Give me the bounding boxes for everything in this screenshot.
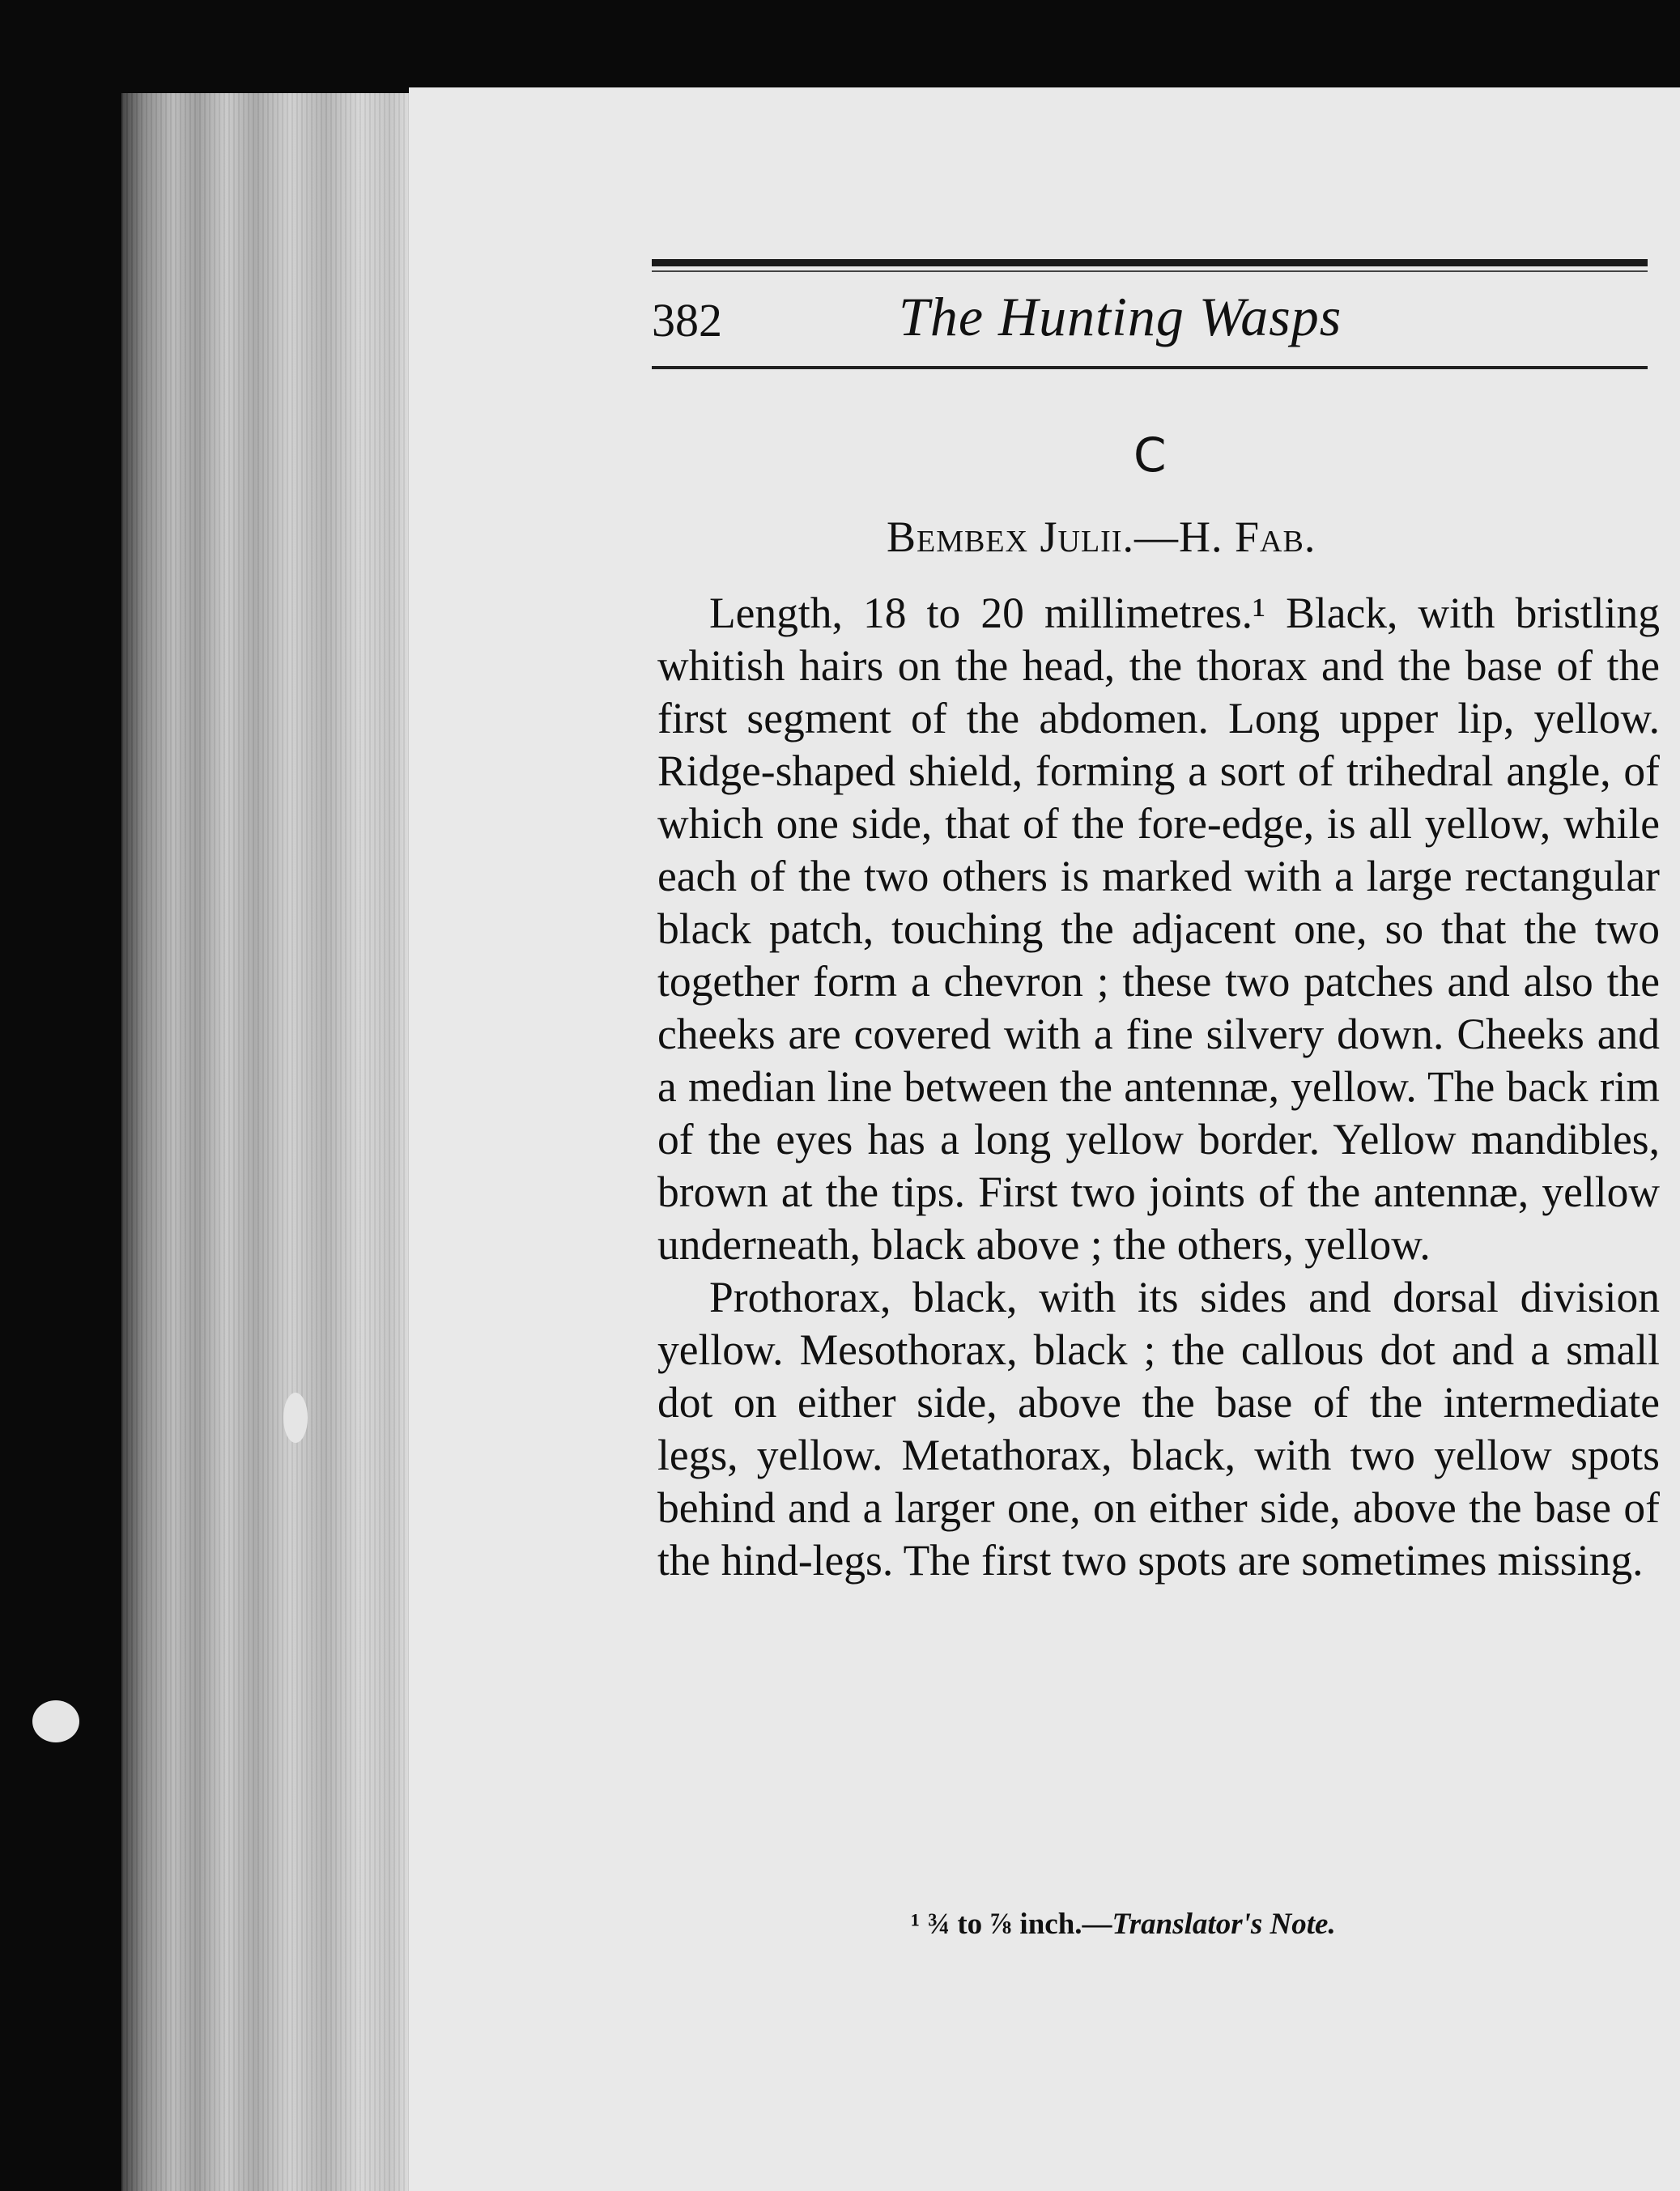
- paragraph-2: Prothorax, black, with its sides and dorsal division yellow. Mesothorax, black ; the callous dot and a small dot on either side, above the base of the intermediate legs, yellow. Metathorax, black, with two yellow spots behind and a larger one, on either side, above the base of the hind-legs. The first two spots are sometimes missing.: [657, 1273, 1660, 1585]
- header-rule-top-thin: [652, 270, 1648, 272]
- body-text: [657, 587, 1660, 1587]
- footnote-label: Translator's Note.: [1112, 1908, 1336, 1941]
- species-heading: Bembex Julii.—H. Fab.: [887, 513, 1316, 561]
- footnote: [911, 1907, 1336, 1942]
- header-rule-bottom: [652, 366, 1648, 369]
- running-title: The Hunting Wasps: [899, 286, 1342, 347]
- paragraph-1: Length, 18 to 20 millimetres.¹ Black, with bristling whitish hairs on the head, the thorax and the base of the first segment of the abdomen. Long upper lip, yellow. Ridge-shaped shield, forming a sort of trihedral angle, of which one side, that of the fore-edge, is all yellow, while each of the two others is marked with a large rectangular black patch, touching the adjacent one, so that the two together form a chevron ; these two patches and also the cheeks are covered with a fine silvery down. Cheeks and a median line between the antennæ, yellow. The back rim of the eyes has a long yellow border. Yellow mandibles, brown at the tips. First two joints of the antennæ, yellow underneath, black above ; the others, yellow.: [657, 589, 1660, 1269]
- running-head: [652, 285, 1648, 358]
- book-page-edges: [121, 93, 413, 2191]
- section-letter: C: [1133, 428, 1167, 483]
- header-rule-top: [652, 259, 1648, 266]
- footnote-marker: ¹: [911, 1908, 921, 1941]
- scan-speck: [32, 1700, 79, 1742]
- scan-speck: [283, 1393, 308, 1443]
- page-number: 382: [652, 294, 722, 347]
- footnote-text: ¾ to ⅞ inch.—: [927, 1908, 1112, 1941]
